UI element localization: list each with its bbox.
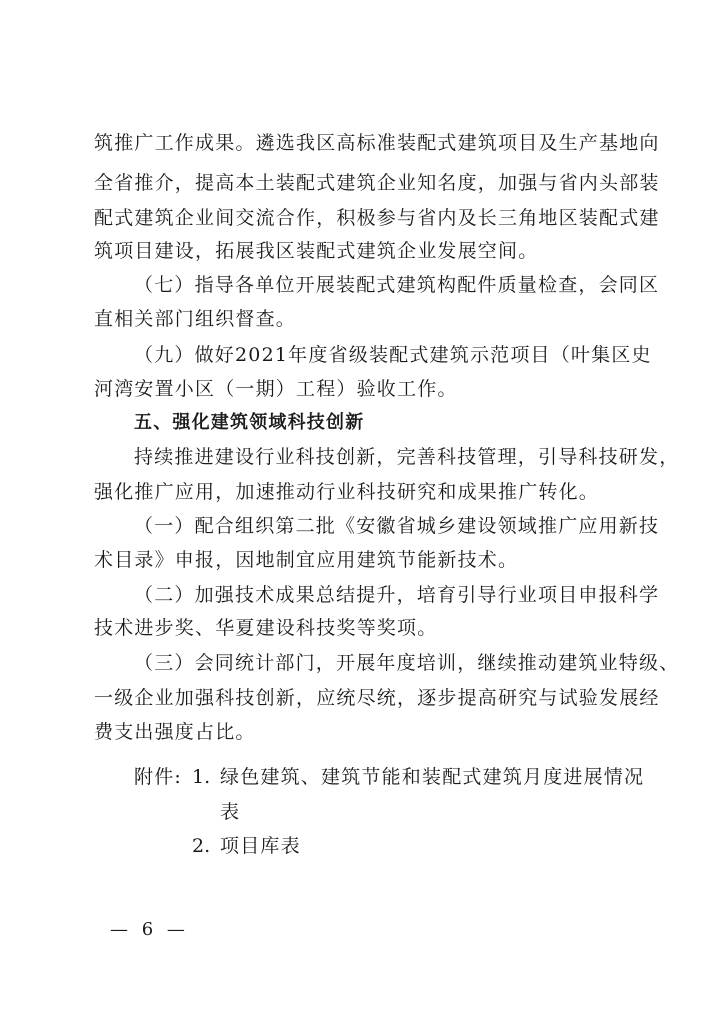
paragraph-line: 河湾安置小区（一期）工程）验收工作。	[94, 378, 458, 400]
attachment-title: 项目库表	[220, 835, 301, 857]
paragraph-line: 强化推广应用，加速推动行业科技研究和成果推广转化。	[94, 481, 600, 503]
paragraph-line: （七）指导各单位开展装配式建筑构配件质量检查，会同区	[134, 274, 660, 296]
paragraph-line: 筑推广工作成果。遴选我区高标准装配式建筑项目及生产基地向	[94, 132, 660, 154]
paragraph-line: 筑项目建设，拓展我区装配式建筑企业发展空间。	[94, 240, 539, 262]
paragraph-line: 技术进步奖、华夏建设科技奖等奖项。	[94, 617, 438, 639]
paragraph-line: 术目录》申报，因地制宜应用建筑节能新技术。	[94, 549, 519, 571]
paragraph-line: 直相关部门组织督查。	[94, 308, 297, 330]
paragraph-line: （三）会同统计部门，开展年度培训，继续推动建筑业特级、	[134, 652, 680, 674]
attachment-label: 附件:	[134, 766, 183, 788]
attachment-number: 2.	[192, 835, 211, 857]
attachment-title-continued: 表	[220, 801, 241, 823]
section-heading: 五、强化建筑领域科技创新	[134, 412, 365, 433]
attachment-title: 绿色建筑、建筑节能和装配式建筑月度进展情况	[220, 766, 645, 788]
paragraph-line: （一）配合组织第二批《安徽省城乡建设领域推广应用新技	[134, 515, 660, 537]
page-number: — 6 —	[110, 919, 189, 940]
paragraph-line: 费支出强度占比。	[94, 721, 256, 743]
attachment-number: 1.	[192, 766, 211, 788]
paragraph-line: 一级企业加强科技创新，应统尽统，逐步提高研究与试验发展经	[94, 687, 660, 709]
paragraph-line: （二）加强技术成果总结提升，培育引导行业项目申报科学	[134, 584, 660, 606]
paragraph-line: 全省推介，提高本土装配式建筑企业知名度，加强与省内头部装	[94, 172, 660, 194]
paragraph-line: （九）做好2021年度省级装配式建筑示范项目（叶集区史	[134, 344, 652, 366]
paragraph-line: 持续推进建设行业科技创新，完善科技管理，引导科技研发，	[134, 446, 680, 468]
paragraph-line: 配式建筑企业间交流合作，积极参与省内及长三角地区装配式建	[94, 207, 660, 229]
